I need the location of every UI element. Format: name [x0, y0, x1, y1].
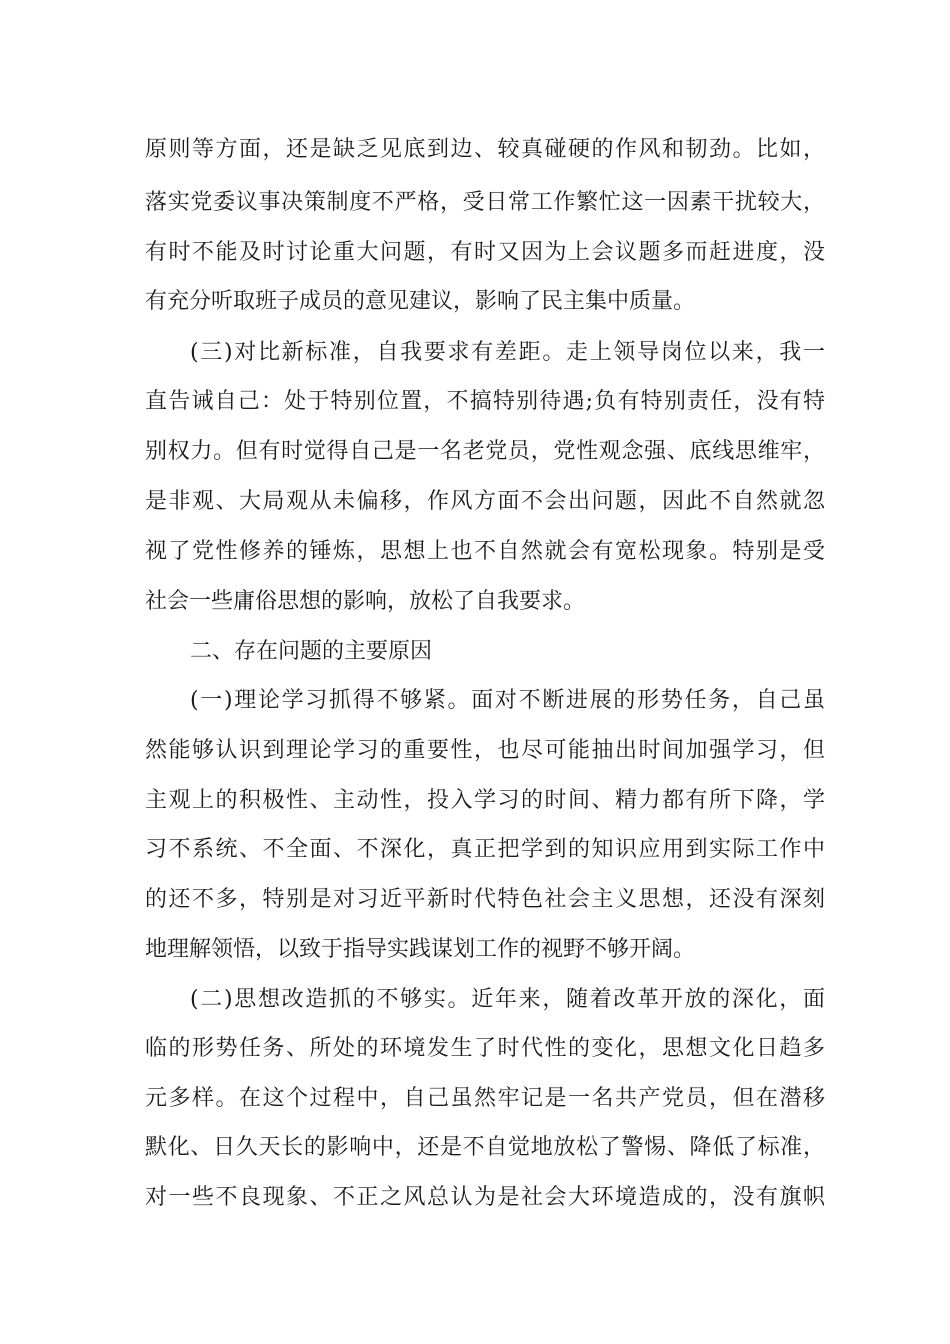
paragraph-line: 的还不多，特别是对习近平新时代特色社会主义思想，还没有深刻: [145, 887, 825, 912]
paragraph-line: 有时不能及时讨论重大问题，有时又因为上会议题多而赶进度，没: [145, 240, 825, 265]
paragraph-line: 社会一些庸俗思想的影响，放松了自我要求。: [145, 589, 586, 614]
paragraph-line: 地理解领悟，以致于指导实践谋划工作的视野不够开阔。: [145, 937, 696, 962]
paragraph-line: 元多样。在这个过程中，自己虽然牢记是一名共产党员，但在潜移: [145, 1086, 825, 1111]
paragraph-line: 直告诫自己：处于特别位置，不搞特别待遇;负有特别责任，没有特: [145, 389, 825, 414]
paragraph-line: 有充分听取班子成员的意见建议，影响了民主集中质量。: [145, 289, 696, 314]
paragraph-line: (一)理论学习抓得不够紧。面对不断进展的形势任务，自己虽: [190, 688, 825, 713]
paragraph-line: 临的形势任务、所处的环境发生了时代性的变化，思想文化日趋多: [145, 1036, 825, 1061]
paragraph-line: 默化、日久天长的影响中，还是不自觉地放松了警惕、降低了标准，: [145, 1135, 825, 1160]
paragraph-line: 习不系统、不全面、不深化，真正把学到的知识应用到实际工作中: [145, 837, 825, 862]
paragraph-line: 然能够认识到理论学习的重要性，也尽可能抽出时间加强学习，但: [145, 738, 825, 763]
paragraph-line: (二)思想改造抓的不够实。近年来，随着改革开放的深化，面: [190, 987, 825, 1012]
paragraph-line: 视了党性修养的锤炼，思想上也不自然就会有宽松现象。特别是受: [145, 539, 825, 564]
paragraph-line: 是非观、大局观从未偏移，作风方面不会出问题，因此不自然就忽: [145, 489, 825, 514]
paragraph-line: 别权力。但有时觉得自己是一名老党员，党性观念强、底线思维牢，: [145, 439, 825, 464]
paragraph-line: 对一些不良现象、不正之风总认为是社会大环境造成的，没有旗帜: [145, 1185, 825, 1210]
paragraph-line: (三)对比新标准，自我要求有差距。走上领导岗位以来，我一: [190, 340, 825, 365]
paragraph-line: 原则等方面，还是缺乏见底到边、较真碰硬的作风和韧劲。比如，: [145, 137, 825, 162]
section-heading: 二、存在问题的主要原因: [190, 639, 433, 664]
paragraph-line: 主观上的积极性、主动性，投入学习的时间、精力都有所下降，学: [145, 788, 825, 813]
paragraph-line: 落实党委议事决策制度不严格，受日常工作繁忙这一因素干扰较大，: [145, 190, 825, 215]
